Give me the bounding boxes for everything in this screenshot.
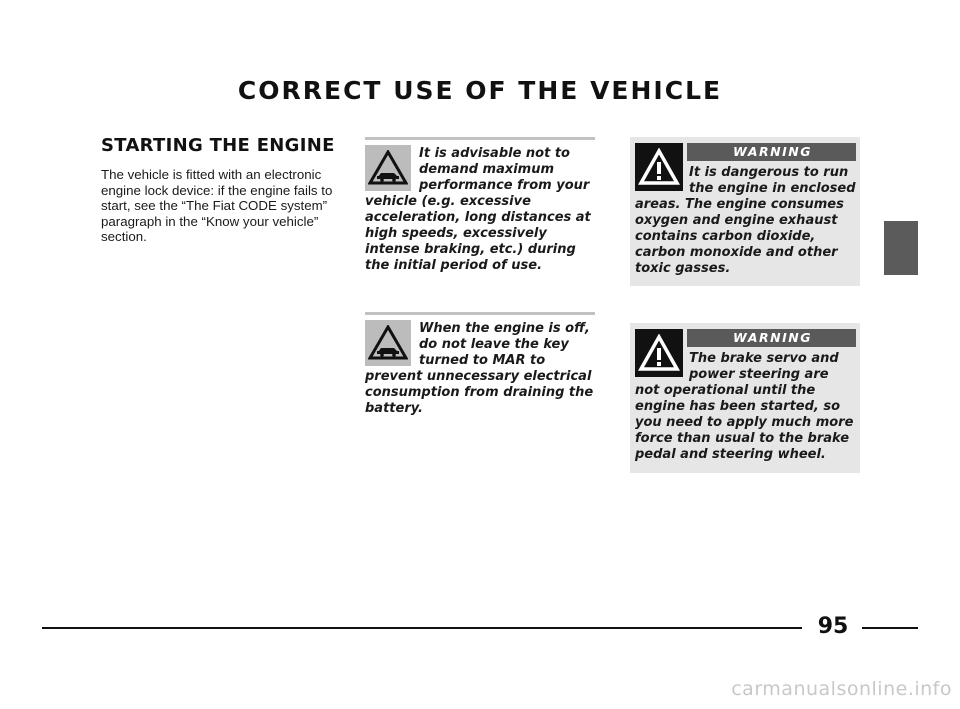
- advice-note-text: When the engine is off, do not leave the key turned to MAR to prevent unnecessary electrical consumption from draining the battery.: [365, 321, 594, 416]
- section-side-tab: [884, 221, 918, 275]
- page-title: CORRECT USE OF THE VEHICLE: [237, 76, 723, 105]
- advice-note-text: It is advisable not to demand maximum performance from your vehicle (e.g. excessive acceleration, long distances at high speeds, excessively intense braking, etc.) during the initial period of use.: [365, 146, 591, 273]
- footer-rule: [42, 627, 802, 629]
- warning-box-brake-servo: [630, 323, 860, 473]
- warning-box-enclosed-areas: [630, 137, 860, 286]
- warning-triangle-icon: [635, 329, 683, 377]
- warning-triangle-icon: [635, 143, 683, 191]
- car-caution-icon: [365, 320, 411, 366]
- page-number: 95: [817, 614, 849, 639]
- car-caution-icon: [365, 145, 411, 191]
- advice-note-initial-period: [365, 137, 595, 274]
- warning-text: The brake servo and power steering are not operational until the engine has been started, so you need to apply much more force than usual to the brake pedal and steering wheel.: [635, 351, 854, 462]
- section-heading: STARTING THE ENGINE: [101, 135, 335, 156]
- advice-note-key-mar: [365, 312, 595, 417]
- footer-rule: [862, 627, 918, 629]
- section-body-text: The vehicle is fitted with an electronic engine lock device: if the engine fails to start, see the “The Fiat CODE system” paragraph in the “Know your vehicle” section.: [101, 167, 333, 245]
- warning-text: It is dangerous to run the engine in enclosed areas. The engine consumes oxygen and engine exhaust contains carbon dioxide, carbon monoxide and other toxic gasses.: [635, 165, 856, 276]
- warning-header: WARNING: [687, 143, 856, 161]
- watermark: carmanualsonline.info: [731, 678, 952, 700]
- warning-header: WARNING: [687, 329, 856, 347]
